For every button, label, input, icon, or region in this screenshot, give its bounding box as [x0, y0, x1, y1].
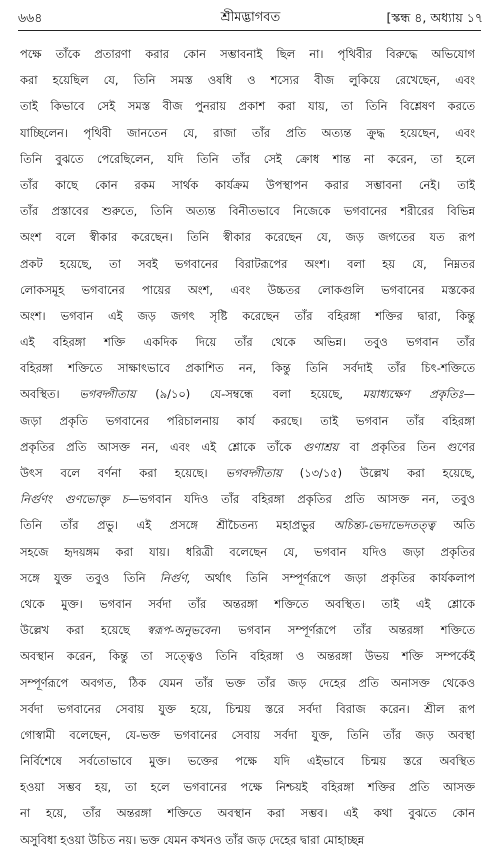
text-line — [20, 303, 475, 329]
text-line — [20, 251, 475, 277]
text-line — [20, 696, 475, 722]
text-line — [20, 198, 475, 224]
text-run: করা হয়েছিল যে, তিনি সমস্ত ওষধি ও শস্যের বীজ লুকিয়ে রেখেছেন, এবং — [20, 73, 475, 88]
text-line — [20, 408, 475, 434]
text-run: (১৩/১৫) উল্লেখ করা হয়েছে, — [281, 466, 475, 480]
italic-term: নির্গুণং গুণভোক্তৃ চ — [20, 492, 128, 507]
text-line — [20, 93, 475, 119]
text-run: অংশ বলে স্বীকার করেছেন। তিনি স্বীকার করেছেন যে, জড় জগতের যত রূপ — [20, 230, 475, 245]
header-rule — [18, 30, 481, 31]
text-line — [20, 774, 475, 800]
canto-chapter-label: [স্কন্ধ ৪, অধ্যায় ১৭ — [386, 10, 483, 25]
text-run: অসুবিধা হওয়া উচিত নয়। ভক্ত যেমন কখনও তাঁর জড় দেহের দ্বারা মোহাচ্ছন্ন — [20, 832, 365, 847]
text-run: বা প্রকৃতির তিন গুণের — [338, 439, 475, 454]
text-line — [20, 591, 475, 617]
text-line — [20, 120, 475, 146]
text-run: অবস্থান করেন, কিন্তু তা সত্ত্বেও তিনি বহিরঙ্গা ও অন্তরঙ্গা উভয় শক্তি সম্পর্কেই — [20, 649, 475, 664]
text-run: অংশ। ভগবান এই জড় জগৎ সৃষ্টি করেছেন তাঁর বহিরঙ্গা শক্তির দ্বারা, কিন্তু — [20, 308, 475, 323]
running-header — [18, 6, 483, 30]
text-run: তিনি তাঁর প্রভু। এই প্রসঙ্গে শ্রীচৈতন্য মহাপ্রভুর — [20, 518, 334, 533]
text-line — [20, 355, 475, 381]
text-run: (৯/১০) যে-সম্বন্ধে বলা হয়েছে, — [135, 387, 363, 402]
text-run: অবস্থিত। — [20, 387, 80, 402]
text-line — [20, 172, 475, 198]
text-line — [20, 722, 475, 748]
text-run: —ভগবান যদিও তাঁর বহিরঙ্গা প্রকৃতির প্রতি আসক্ত নন, তবুও — [127, 492, 475, 507]
text-line — [20, 565, 475, 591]
italic-term: স্বরূপ-অনুভবেন — [147, 623, 217, 638]
text-run: অর্থাৎ তিনি সম্পূর্ণরূপে জড়া প্রকৃতির কার্যকলাপ — [190, 570, 475, 585]
text-line — [20, 224, 475, 250]
italic-term: নির্গুণ, — [159, 570, 191, 585]
purport-text — [20, 41, 475, 853]
text-run: থেকে মুক্ত। ভগবান সর্বদা তাঁর অন্তরঙ্গা শক্তিতে অবস্থিত। তাই এই শ্লোকে — [20, 596, 475, 611]
text-run: যাচ্ছিলেন। পৃথিবী জানতেন যে, রাজা তাঁর প্রতি অত্যন্ত ক্রুদ্ধ হয়েছেন, এবং — [20, 125, 475, 140]
text-run: তাই কিভাবে সেই সমস্ত বীজ পুনরায় প্রকাশ করা যায়, তা তিনি বিশ্লেষণ করতে — [20, 99, 475, 114]
text-line — [20, 146, 475, 172]
text-run: তাঁর কাছে কোন রকম সার্থক কার্যক্রম উপস্থাপন করার সম্ভাবনা নেই। তাই — [20, 177, 475, 192]
text-line — [20, 486, 475, 512]
text-line — [20, 539, 475, 565]
text-line — [20, 329, 475, 355]
text-run: গোস্বামী বলেছেন, যে-ভক্ত ভগবানের সেবায় সর্বদা যুক্ত, তিনি তাঁর জড় অবস্থা — [20, 727, 475, 742]
text-run: বহিরঙ্গা শক্তিতে সাক্ষাৎভাবে প্রকাশিত নন, কিন্তু তিনি সর্বদাই তাঁর চিৎ-শক্তিতে — [20, 361, 475, 376]
text-line — [20, 643, 475, 669]
text-run: অতি — [434, 518, 475, 533]
italic-term: ময়াধ্যক্ষেণ প্রকৃতিঃ— — [362, 387, 475, 402]
text-run: উল্লেখ করা হয়েছে — [20, 623, 148, 638]
text-line — [20, 800, 475, 826]
text-run: তিনি বুঝতে পেরেছিলেন, যদি তিনি তাঁর সেই ক্রোধ শান্ত না করেন, তা হলে — [20, 151, 475, 166]
italic-term: ভগবদ্গীতায় — [79, 387, 136, 402]
text-run: তাঁর প্রস্তাবের শুরুতে, তিনি অত্যন্ত বিনীতভাবে নিজেকে ভগবানের শরীরের বিভিন্ন — [20, 204, 475, 219]
text-run: সহজে হৃদয়ঙ্গম করা যায়। ধরিত্রী বলেছেন যে, ভগবান যদিও জড়া প্রকৃতির — [20, 544, 475, 559]
text-run: নির্বিশেষে সর্বতোভাবে মুক্ত। ভক্তের পক্ষে যদি এইভাবে চিন্ময় স্তরে অবস্থিত — [20, 754, 475, 769]
text-line — [20, 512, 475, 538]
italic-term: ভগবদ্গীতায় — [225, 466, 282, 480]
text-line — [20, 670, 475, 696]
page-number: ৬৬৪ — [18, 10, 43, 25]
text-line — [20, 41, 475, 67]
text-line — [20, 827, 475, 853]
text-run: জড়া প্রকৃতি ভগবানের পরিচালনায় কার্য করছে। তাই ভগবান তাঁর বহিরঙ্গা — [20, 413, 475, 428]
text-run: না হয়ে, তাঁর অন্তরঙ্গা শক্তিতে অবস্থান করা সম্ভব। এই কথা বুঝতে কোন — [20, 806, 475, 821]
text-line — [20, 381, 475, 407]
italic-term: গুণাশ্রয় — [302, 439, 339, 454]
text-line — [20, 748, 475, 774]
text-run: লোকসমূহ ভগবানের পায়ের অংশ, এবং উচ্চতর লোকগুলি ভগবানের মস্তকের — [20, 282, 475, 297]
text-run: সঙ্গে যুক্ত তবুও তিনি — [20, 570, 160, 585]
italic-term: অচিন্ত্য-ভেদাভেদতত্ত্ব — [333, 518, 435, 533]
text-run: সর্বদা ভগবানের সেবায় যুক্ত হয়ে, চিন্ময় স্তরে সর্বদা বিরাজ করেন। শ্রীল রূপ — [20, 701, 475, 716]
text-line — [20, 617, 475, 643]
text-run: সম্পূর্ণরূপে অবগত, ঠিক যেমন তাঁর ভক্ত তাঁর জড় দেহের প্রতি অনাসক্ত থেকেও — [20, 675, 475, 690]
text-line — [20, 460, 475, 486]
text-run: প্রকৃতির প্রতি আসক্ত নন, এবং এই শ্লোকে তাঁকে — [20, 439, 303, 454]
book-title: শ্রীমদ্ভাগবত — [220, 10, 281, 25]
text-run: উৎস বলে বর্ণনা করা হয়েছে। — [20, 466, 226, 480]
text-line — [20, 67, 475, 93]
text-run: হওয়া সম্ভব হয়, তা হলে ভগবানের পক্ষে নিশ্চয়ই বহিরঙ্গা শক্তির প্রতি আসক্ত — [20, 780, 475, 795]
text-line — [20, 277, 475, 303]
text-run: প্রকট হয়েছে, তা সবই ভগবানের বিরাটরূপের অংশ। বলা হয় যে, নিম্নতর — [20, 256, 475, 271]
text-run: । ভগবান সম্পূর্ণরূপে তাঁর অন্তরঙ্গা শক্তিতে — [216, 623, 475, 638]
text-run: এই বহিরঙ্গা শক্তি একদিক দিয়ে তাঁর থেকে অভিন্ন। তবুও ভগবান তাঁর — [20, 335, 475, 350]
text-run: পক্ষে তাঁকে প্রতারণা করার কোন সম্ভাবনাই ছিল না। পৃথিবীর বিরুদ্ধে অভিযোগ — [20, 47, 475, 61]
text-line — [20, 434, 475, 460]
